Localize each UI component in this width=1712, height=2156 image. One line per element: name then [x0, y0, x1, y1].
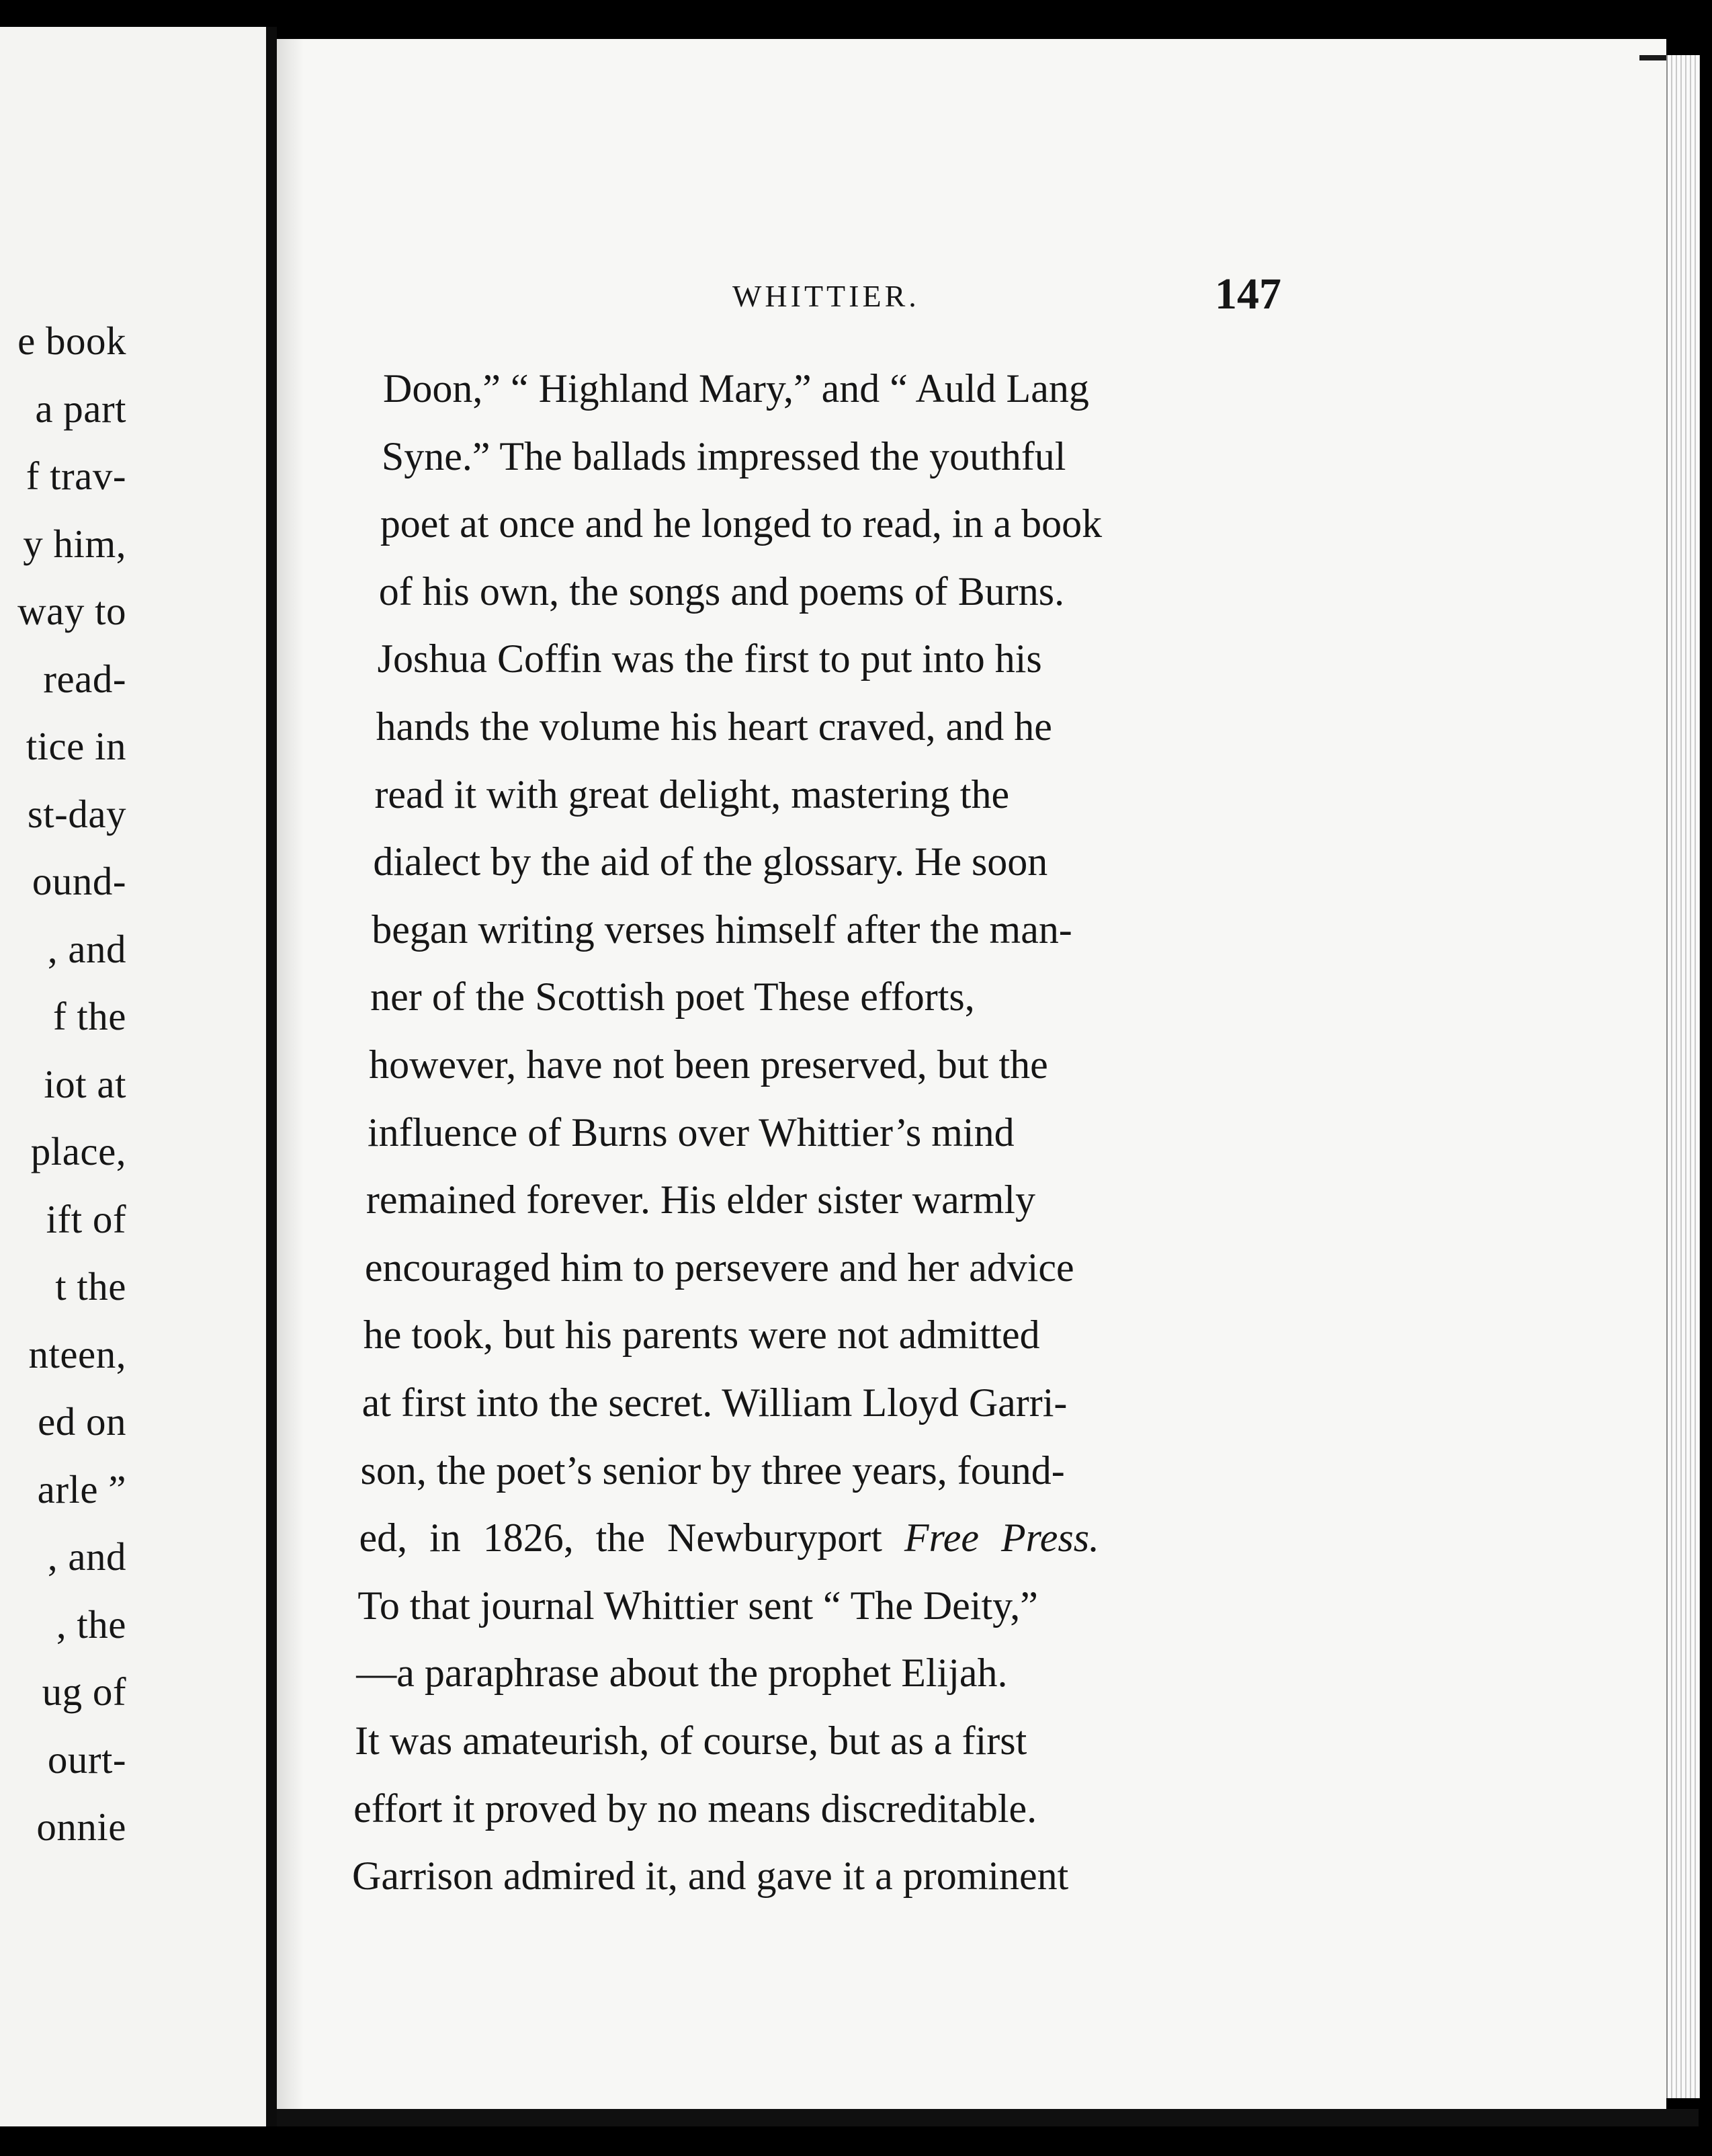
book-gutter — [266, 27, 277, 2126]
body-line: ner of the Scottish poet These efforts, — [370, 975, 975, 1020]
running-head: WHITTIER. — [732, 279, 920, 313]
body-line: at first into the secret. William Lloyd Garri- — [361, 1380, 1068, 1425]
body-line: began writing verses himself after the man- — [372, 907, 1072, 952]
newspaper-title: Free Press. — [904, 1516, 1100, 1561]
body-line-text: ed, in 1826, the Newburyport — [359, 1516, 904, 1561]
body-line: —a paraphrase about the prophet Elijah. — [356, 1651, 1008, 1696]
body-line: poet at once and he longed to read, in a book — [380, 501, 1103, 546]
fragment-line: e book — [17, 319, 126, 363]
body-line: of his own, the songs and poems of Burns. — [378, 569, 1065, 614]
fragment-line: t the — [55, 1264, 126, 1309]
fragment-line: way to — [17, 589, 126, 633]
bottom-edge — [277, 2109, 1699, 2126]
body-line: remained forever. His elder sister warmly — [366, 1177, 1036, 1222]
body-line: effort it proved by no means discreditable. — [353, 1786, 1037, 1831]
body-line: Garrison admired it, and gave it a prominent — [352, 1854, 1069, 1899]
fragment-line: , and — [47, 926, 126, 971]
fragment-line: tice in — [26, 724, 126, 768]
fragment-line: ound- — [32, 859, 126, 903]
gutter-shadow — [277, 39, 304, 2109]
fragment-line: arle ” — [37, 1466, 126, 1511]
fragment-line: ourt- — [47, 1737, 126, 1782]
body-line: however, have not been preserved, but the — [369, 1042, 1048, 1087]
body-line: To that journal Whittier sent “ The Deity,” — [357, 1583, 1038, 1628]
fragment-line: a part — [35, 386, 126, 431]
fragment-line: iot at — [44, 1061, 126, 1106]
fragment-line: f the — [53, 994, 126, 1038]
body-line: hands the volume his heart craved, and he — [376, 704, 1052, 749]
fragment-line: st-day — [27, 791, 126, 836]
body-line: son, the poet’s senior by three years, found- — [360, 1448, 1065, 1493]
fragment-line: y him, — [23, 521, 126, 566]
body-line: he took, but his parents were not admitted — [363, 1313, 1040, 1358]
fragment-line: nteen, — [28, 1331, 126, 1376]
body-line: Joshua Coffin was the first to put into his — [377, 636, 1042, 681]
body-line — [359, 1516, 1260, 1561]
fragment-line: f trav- — [26, 454, 126, 498]
fragment-line: , and — [47, 1534, 126, 1579]
body-line: read it with great delight, mastering the — [374, 772, 1010, 817]
body-line: Doon,” “ Highland Mary,” and “ Auld Lang — [383, 366, 1089, 411]
body-line: influence of Burns over Whittier’s mind — [368, 1110, 1015, 1155]
fragment-line: ift of — [46, 1196, 126, 1241]
body-line: It was amateurish, of course, but as a first — [355, 1718, 1027, 1763]
body-line: Syne.” The ballads impressed the youthful — [381, 433, 1066, 479]
fragment-line: onnie — [36, 1805, 126, 1849]
fragment-line: ed on — [38, 1399, 126, 1444]
fragment-line: ug of — [42, 1669, 126, 1714]
body-line: encouraged him to persevere and her advice — [364, 1245, 1074, 1290]
page-number: 147 — [1215, 270, 1281, 319]
fragment-line: read- — [43, 656, 126, 701]
fragment-line: place, — [30, 1129, 126, 1173]
body-line: dialect by the aid of the glossary. He soon — [373, 839, 1048, 884]
previous-page-fragment — [0, 27, 266, 2126]
fragment-line: , the — [56, 1602, 126, 1647]
page-edges — [1666, 55, 1700, 2098]
